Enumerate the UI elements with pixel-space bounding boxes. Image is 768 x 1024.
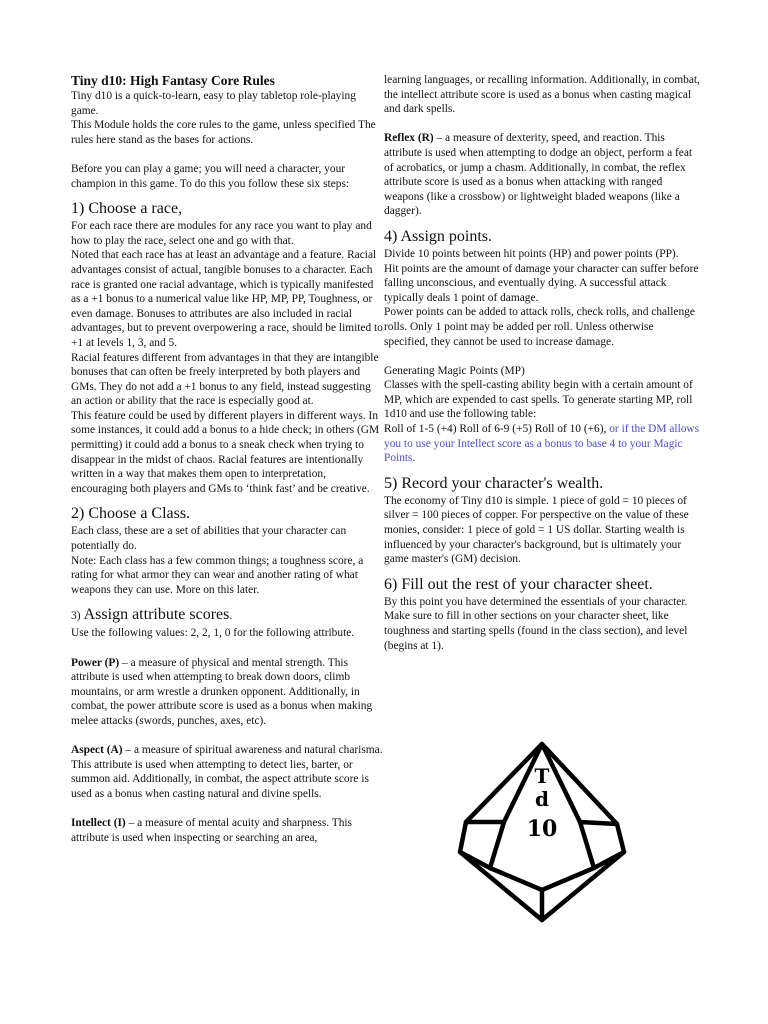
body-paragraph: By this point you have determined the essentials of your character. Make sure to fill in other sections on your character sheet, like toughness and starting spells (found in the class section), and level (begins at 1). [384,595,688,652]
body-paragraph: Classes with the spell-casting ability begin with a certain amount of MP, which are expended to cast spells. To generate starting MP, roll 1d10 and use the following table: [384,379,693,421]
step1-heading: 1) Choose a race, [71,200,183,218]
body-paragraph: Note: Each class has a few common things; a toughness score, a rating for what armor they can wear and another rating of what weapons they can use. More on this later. [71,554,364,596]
die-label-10: 10 [526,816,558,842]
document-title: Tiny d10: High Fantasy Core Rules [71,73,275,88]
intro-paragraph: Before you can play a game; you will need a character, your champion in this game. To do this you follow these six steps: [71,162,350,190]
magic-points-heading: Generating Magic Points (MP) [384,364,525,377]
intro-paragraph: This Module holds the core rules to the game, unless specified The rules here stand as the bases for actions. [71,119,376,146]
body-paragraph: For each race there are modules for any race you want to play and how to play the race, select one and go with that. [71,220,372,247]
step4-heading: 4) Assign points. [384,227,493,245]
body-paragraph: Hit points are the amount of damage your character can suffer before falling unconscious, and eventually dying. A successful attack typically deals 1 point of damage. [384,262,699,304]
d10-die-icon [452,740,632,925]
attribute-reflex: Reflex (R) – a measure of dexterity, speed, and reaction. This attribute is used when attempting to dodge an object, perform a feat of acrobatics, or jump a chasm. Additionally, in combat, the reflex attribute score is used as a bonus when attacking with ranged weapons (like a crossbow) or lightweight bladed weapons (like a dagger). [384,132,693,218]
die-lower-edges [460,852,624,920]
attribute-power: Power (P) – a measure of physical and mental strength. This attribute is used when attempting to break down doors, climb mountains, or arm wrestle a drunken opponent. Additionally, in combat, the power attribute score is used as a bonus when making melee attacks (swords, punches, axes, etc). [71,656,373,727]
step6-heading: 6) Fill out the rest of your character sheet. [384,575,653,593]
attribute-intellect-continued: learning languages, or recalling information. Additionally, in combat, the intellect attribute score is used as a bonus when casting magical and dark spells. [384,74,700,116]
magic-points-table: Roll of 1-5 (+4) Roll of 6-9 (+5) Roll of 10 (+6), or if the DM allows you to use your Intellect score as a bonus to base 4 to your Magic Points. [384,423,700,465]
body-paragraph: Use the following values: 2, 2, 1, 0 for the following attribute. [71,627,355,640]
body-paragraph: The economy of Tiny d10 is simple. 1 piece of gold = 10 pieces of silver = 100 pieces of copper. For perspective on the value of these monies, consider: 1 piece of gold = 1 US dollar. Starting wealth is influenced by your character's background, but is ultimately your game master's (GM) decision. [384,494,689,566]
dm-option-text: or if the DM allows you to use your Intellect score as a bonus to base 4 to your Magic Points. [384,423,700,465]
right-column [384,73,700,653]
body-paragraph: Noted that each race has at least an advantage and a feature. Racial advantages consist of actual, tangible bonuses to a character. Each race is granted one racial advantage, which is typically manifested as a +1 bonus to a numerical value like HP, MP, PP, Toughness, or even damage. Bonuses to attributes are also included in racial advantages, but to prevent overpowering a race, should be limited to +1 at levels 1, 3, and 5. [71,249,383,349]
intro-paragraph: Tiny d10 is a quick-to-learn, easy to play tabletop role-playing game. [71,90,356,117]
body-paragraph: Racial features different from advantages in that they are intangible bonuses that can often be freely interpreted by both players and GMs. They do not add a +1 bonus to any field, instead suggesting an action or ability that the race is especially good at. [71,351,379,408]
step5-heading: 5) Record your character's wealth. [384,474,604,492]
step3-heading: 3) Assign attribute scores. [71,606,233,624]
body-paragraph: Divide 10 points between hit points (HP) and power points (PP). [384,247,679,260]
step2-heading: 2) Choose a Class. [71,505,191,523]
die-label-d: d [535,787,549,811]
body-paragraph: Each class, these are a set of abilities that your character can potentially do. [71,525,347,553]
attribute-aspect: Aspect (A) – a measure of spiritual awareness and natural charisma. This attribute is used when attempting to detect lies, barter, or summon aid. Additionally, in combat, the aspect attribute score is used as a bonus when casting natural and divine spells. [71,744,383,800]
attribute-intellect: Intellect (I) – a measure of mental acuity and sharpness. This attribute is used when inspecting or searching an area, [71,817,352,844]
body-paragraph: Power points can be added to attack rolls, check rolls, and challenge rolls. Only 1 point may be added per roll. Unless otherwise specified, they cannot be used to increase damage. [384,306,695,348]
die-label-t: T [534,764,550,788]
body-paragraph: This feature could be used by different players in different ways. In some instances, it could add a bonus to a hide check; in others (GM permitting) it could add a bonus to a sneak check when trying to disappear in the midst of chaos. Racial features are intentionally written in a way that makes them open to interpretation, encouraging both players and GMs to ‘think fast’ and be creative. [71,409,380,495]
left-column [71,72,383,845]
